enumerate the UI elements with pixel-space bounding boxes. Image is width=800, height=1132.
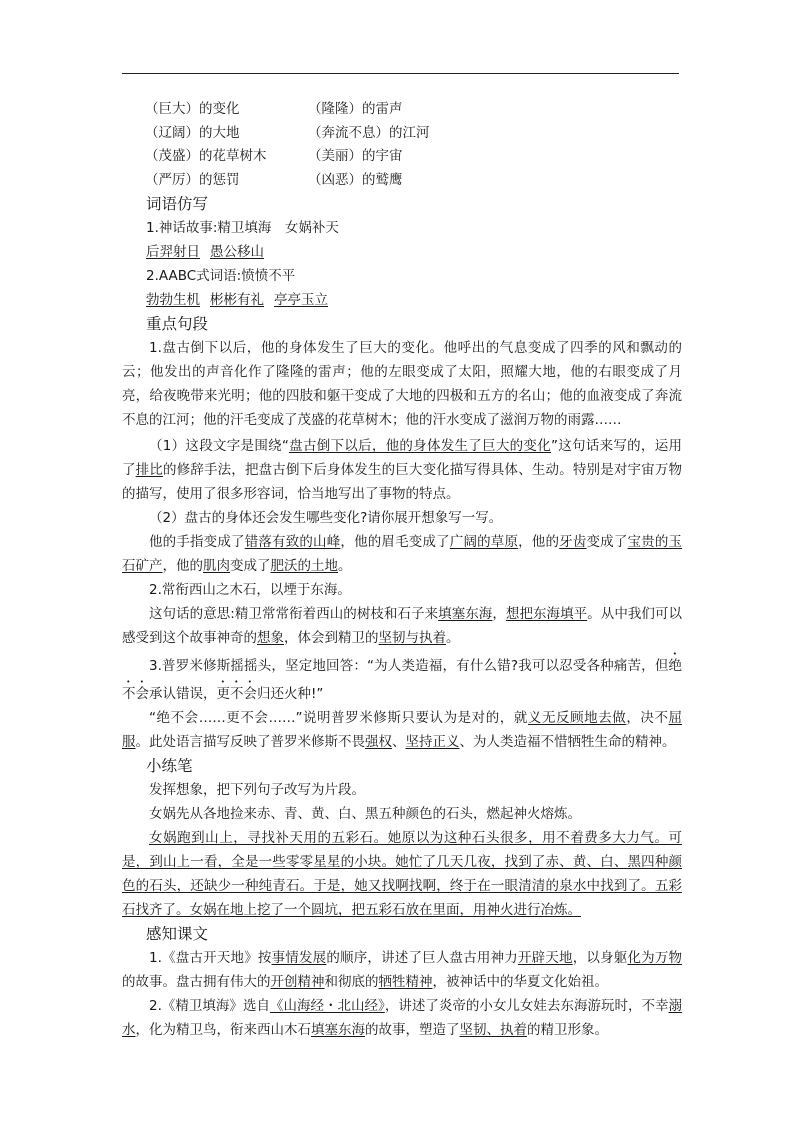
perception-1: 1.《盘古开天地》按事情发展的顺序，讲述了巨人盘古用神力开辟天地，以身躯化为万物的故事。盘古拥有伟大的开创精神和彻底的牺牲精神，被神话中的华夏文化始祖。 [122, 950, 683, 990]
answer: 勃勃生机 [146, 292, 200, 308]
pair-right: （隆隆）的雷声 [308, 101, 403, 117]
question-2-answer: 他的手指变成了错落有致的山峰，他的眉毛变成了广阔的草原，他的牙齿变成了宝贵的玉石矿产，他的肌肉变成了肥沃的土地。 [122, 534, 683, 574]
myth-answers [122, 240, 682, 264]
pair-right: （凶恶）的鹫鹰 [308, 171, 403, 188]
answer: 后羿射日 [146, 244, 200, 260]
top-rule [122, 73, 679, 74]
passage-1: 1.盘古倒下以后，他的身体发生了巨大的变化。他呼出的气息变成了四季的风和飘动的云；他发出的声音化作了隆隆的雷声；他的左眼变成了太阳，照耀大地，他的右眼变成了月亮，给夜晚带来光明；他的四肢和躯干变成了大地的四极和五方的名山；他的血液变成了奔流不息的江河；他的汗毛变成了茂盛的花草树木；他的汗水变成了滋润万物的雨露…… [122, 340, 682, 428]
aabc-line: 2.AABC式词语:愤愤不平 [146, 268, 296, 284]
pair-left: （辽阔）的大地 [145, 124, 240, 141]
word-pair-row [122, 122, 682, 146]
passage-3-explanation: “绝不会……更不会……”说明普罗米修斯只要认为是对的，就义无反顾地去做，决不屈服。此处语言描写反映了普罗米修斯不畏强权、坚持正义、为人类造福不惜牺牲生命的精神。 [122, 710, 682, 750]
answer: 愚公移山 [210, 244, 264, 260]
aabc-answers [122, 288, 682, 312]
pair-left: （巨大）的变化 [145, 101, 240, 117]
answer: 亭亭玉立 [274, 292, 328, 308]
word-pair-row [122, 145, 682, 169]
myth-story-line: 1.神话故事:精卫填海 女娲补天 [146, 220, 339, 236]
word-pairs [122, 98, 682, 192]
word-pair-row [122, 169, 682, 193]
perception-2: 2.《精卫填海》选自《山海经・北山经》，讲述了炎帝的小女儿女娃去东海游玩时，不幸溺水，化为精卫鸟，衔来西山木石填塞东海的故事，塑造了坚韧、执着的精卫形象。 [122, 998, 683, 1038]
pair-left: （严厉）的惩罚 [145, 171, 240, 188]
section-heading-text-perception: 感知课文 [146, 925, 209, 943]
pair-left: （茂盛）的花草树木 [145, 148, 267, 164]
answer: 彬彬有礼 [210, 292, 264, 308]
section-heading-practice: 小练笔 [146, 757, 193, 775]
passage-2-explanation: 这句话的意思:精卫常常衔着西山的树枝和石子来填塞东海，想把东海填平。从中我们可以感受到这个故事神奇的想象，体会到精卫的坚韧与执着。 [122, 606, 683, 646]
question-1-answer: （1）这段文字是围绕“盘古倒下以后，他的身体发生了巨大的变化”这句话来写的，运用了排比的修辞手法，把盘古倒下后身体发生的巨大变化描写得具体、生动。特别是对宇宙万物的描写，使用了很多形容词，恰当地写出了事物的特点。 [122, 438, 683, 502]
word-pair-row [122, 98, 682, 122]
question-2: （2）盘古的身体还会发生哪些变化?请你展开想象写一写。 [149, 510, 503, 526]
practice-instruction: 发挥想象，把下列句子改写为片段。 [149, 782, 365, 798]
practice-sentence: 女娲先从各地捡来赤、青、黄、白、黑五种颜色的石头，燃起神火熔炼。 [149, 806, 581, 822]
passage-3: 3.普罗米修斯摇摇头，坚定地回答：“为人类造福，有什么错?我可以忍受各种痛苦，但绝不会承认错误，更不会归还火种!” [122, 658, 682, 702]
section-heading-imitation: 词语仿写 [146, 195, 209, 213]
passage-2: 2.常衔西山之木石，以堙于东海。 [149, 582, 351, 598]
practice-answer: 女娲跑到山上，寻找补天用的五彩石。她原以为这种石头很多，用不着费多大力气。可是，到山上一看，全是一些零零星星的小块。她忙了几天几夜，找到了赤、黄、白、黑四种颜色的石头，还缺少一种纯青石。于是，她又找啊找啊，终于在一眼清清的泉水中找到了。五彩石找齐了。女娲在地上挖了一个圆坑，把五彩石放在里面，用神火进行冶炼。 [122, 830, 682, 918]
document-page [122, 98, 682, 1042]
pair-right: （奔流不息）的江河 [308, 124, 430, 141]
pair-right: （美丽）的宇宙 [308, 148, 403, 164]
section-heading-key-passages: 重点句段 [146, 315, 209, 333]
